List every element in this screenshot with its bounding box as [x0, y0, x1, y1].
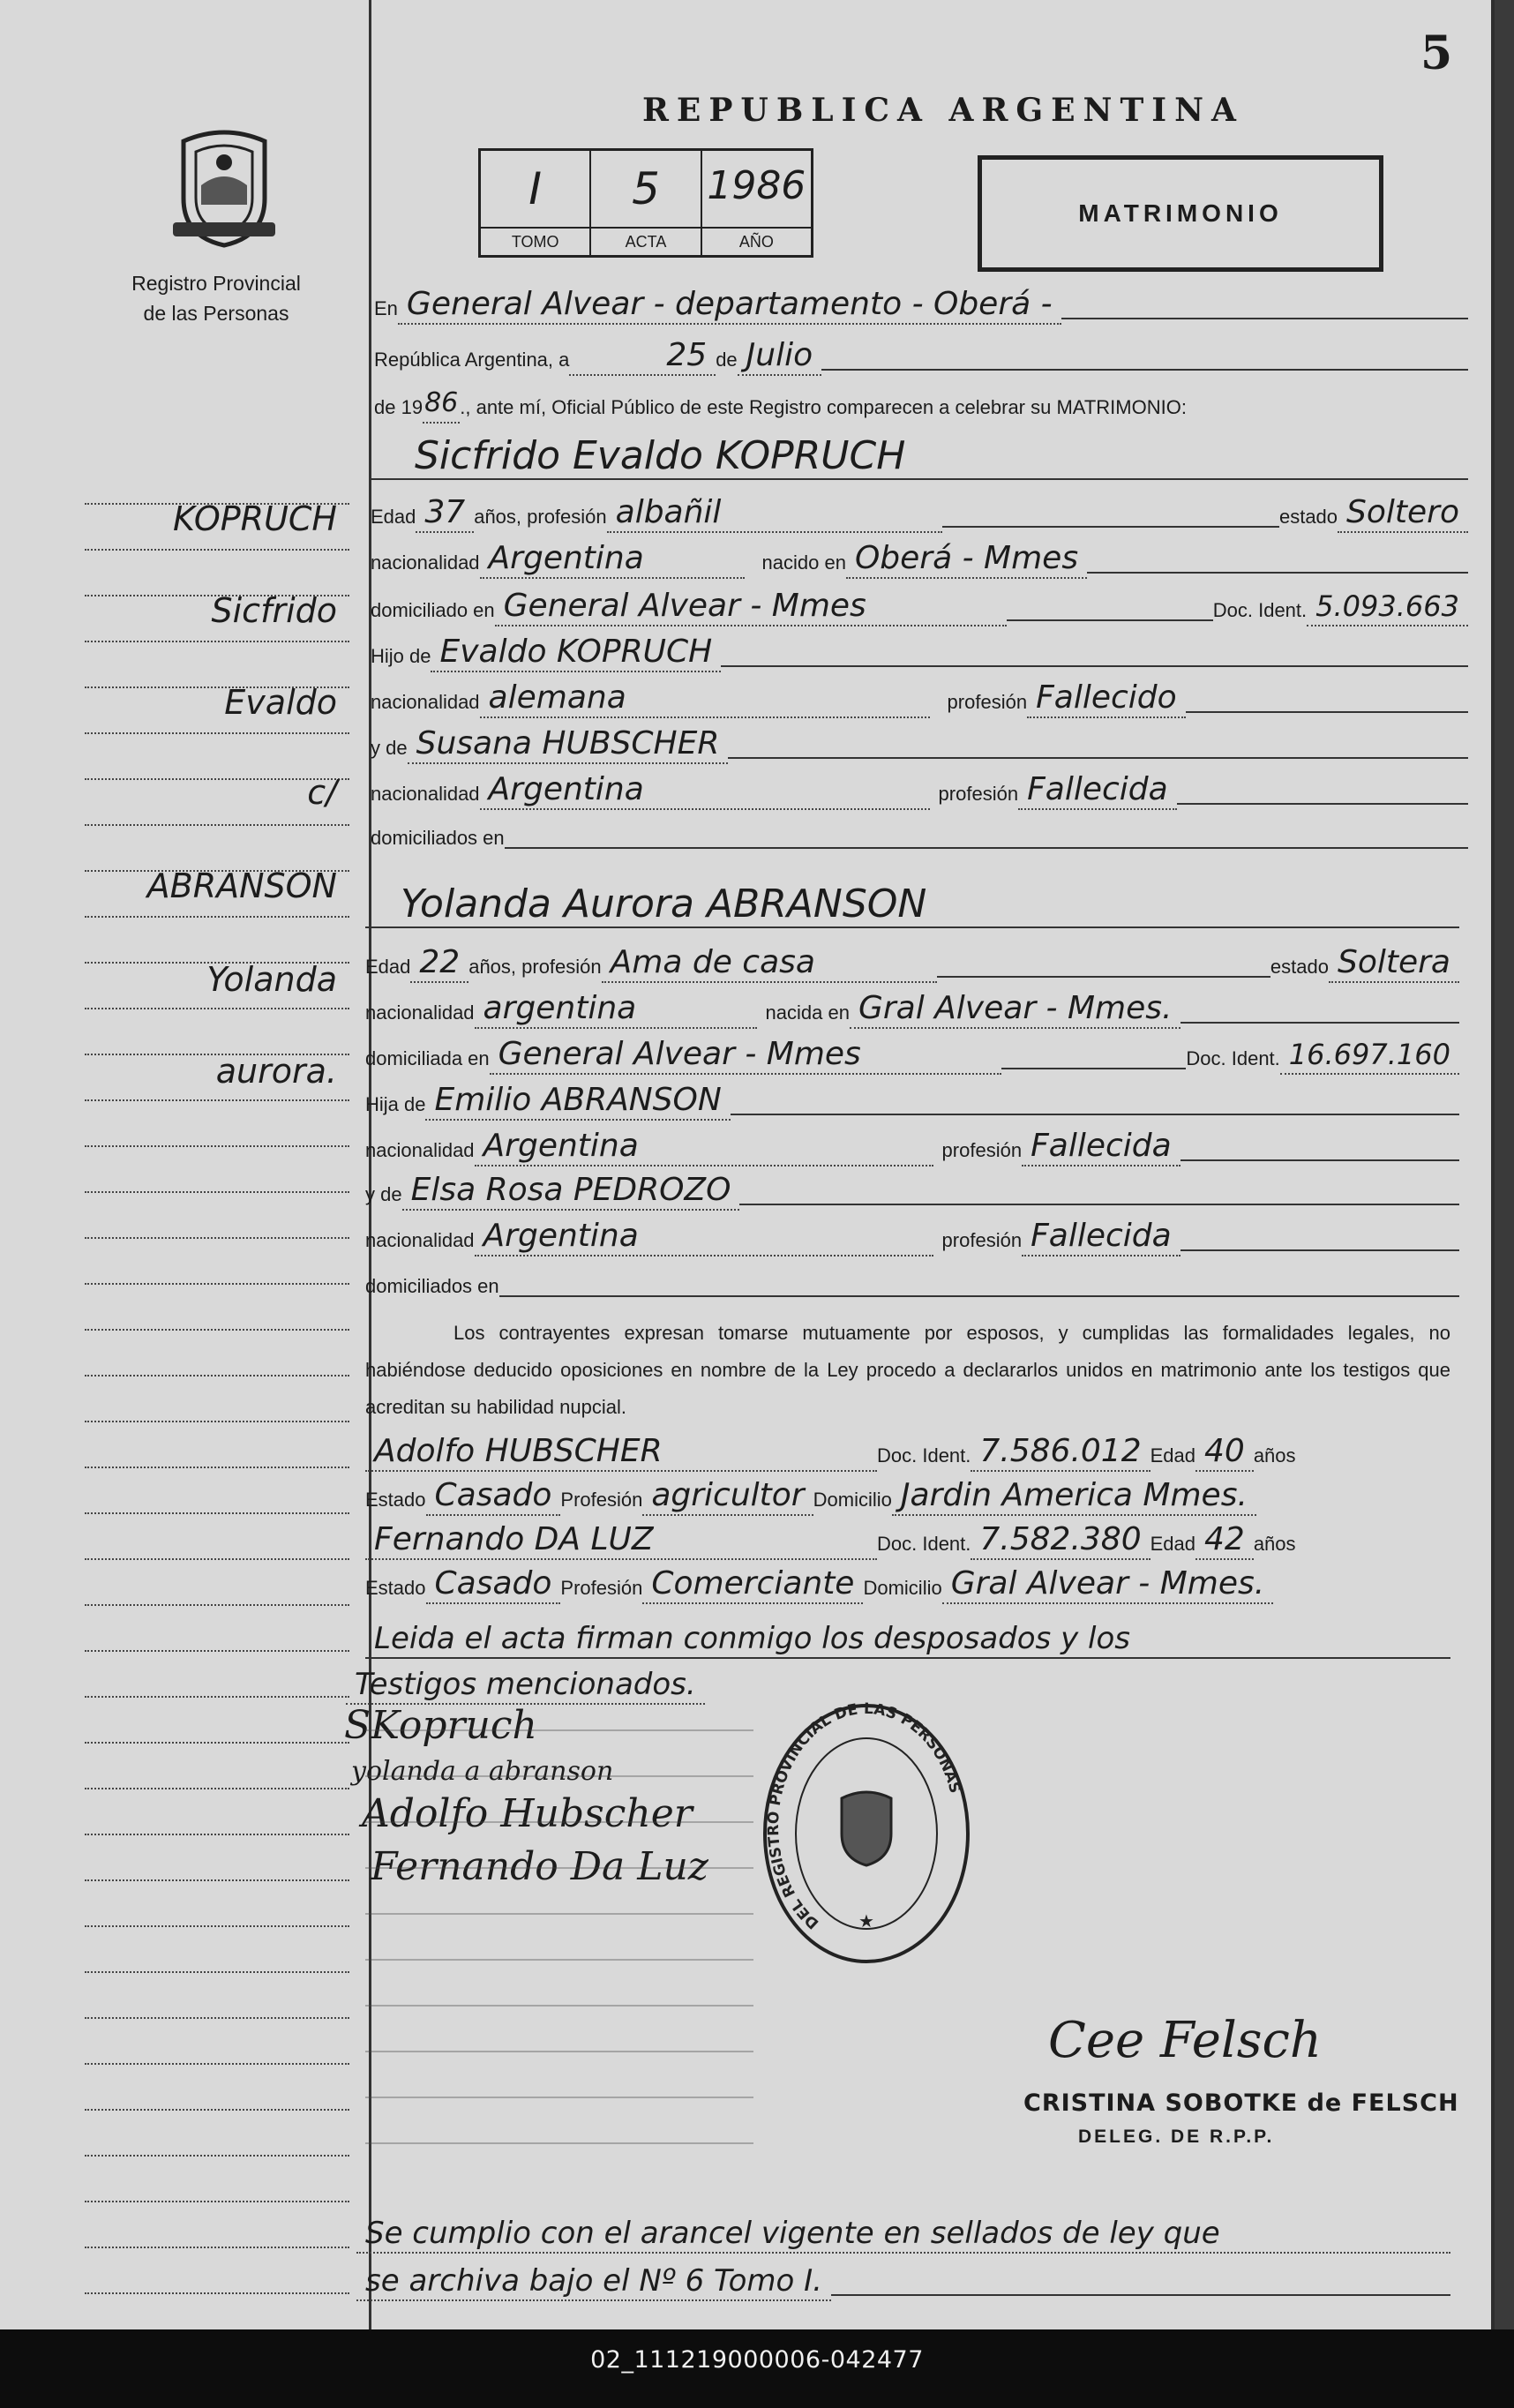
margin-line [85, 1744, 349, 1789]
margin-name-text: c/ [307, 773, 337, 812]
signature-ruled-line [365, 2142, 753, 2144]
domicilio-label: Domicilio [863, 1577, 942, 1599]
bride-mother-line [365, 1170, 1459, 1211]
registry-line-1: Registro Provincial [131, 272, 301, 295]
signature-ruled-line [365, 1959, 753, 1961]
estado-label: Estado [365, 1577, 426, 1599]
margin-name [85, 1046, 349, 1091]
witness-2-address: Gral Alvear - Mmes. [942, 1565, 1274, 1604]
signature-ruled-line [365, 1821, 753, 1823]
margin-line [85, 2019, 349, 2065]
closing-line-2 [346, 1664, 1450, 1705]
bride-address: General Alvear - Mmes [490, 1036, 1001, 1075]
signature-ruled-line [365, 1729, 753, 1731]
witness-2-status: Casado [426, 1565, 561, 1604]
signature-ruled-line [365, 1775, 753, 1777]
nacionalidad-label: nacionalidad [365, 1001, 475, 1024]
y-de-label: y de [365, 1183, 402, 1205]
doc-ident-label: Doc. Ident. [1186, 1047, 1280, 1069]
stamp-ring-text: DEL REGISTRO PROVINCIAL DE LAS PERSONAS [764, 1701, 964, 1932]
margin-name-text: aurora. [215, 1052, 337, 1091]
bride-signature: yolanda a abranson [351, 1756, 614, 1787]
groom-full-name: Sicfrido Evaldo KOPRUCH [415, 433, 906, 478]
margin-name [85, 586, 349, 630]
witness-1-name-line [365, 1431, 1450, 1472]
marriage-day: 25 [569, 337, 716, 376]
margin-name [85, 768, 349, 812]
bride-nationality-line [365, 988, 1459, 1029]
groom-mother-line [371, 724, 1468, 764]
bride-age-line [365, 942, 1459, 983]
edad-label: Edad [365, 956, 411, 978]
witness-1-address: Jardin America Mmes. [892, 1477, 1256, 1516]
nacionalidad-label: nacionalidad [365, 1229, 475, 1251]
nacionalidad-label: nacionalidad [365, 1139, 475, 1161]
doc-ident-label: Doc. Ident. [1212, 599, 1308, 621]
official-signature: Cee Felsch [1048, 2012, 1322, 2069]
footer-note-line-2 [356, 2261, 1450, 2301]
registry-name [106, 268, 326, 328]
margin-line [85, 1835, 349, 1881]
groom-nationality-line [371, 538, 1468, 579]
margin-line [85, 1377, 349, 1422]
groom-full-name-line [371, 425, 1468, 480]
nacionalidad-label: nacionalidad [371, 783, 480, 805]
groom-address: General Alvear - Mmes [495, 588, 1007, 626]
book-reference-box [478, 148, 813, 258]
witness-1-doc: 7.586.012 [971, 1433, 1150, 1472]
bride-full-name: Yolanda Aurora ABRANSON [401, 881, 927, 926]
groom-address-line [371, 586, 1468, 626]
margin-line [85, 1514, 349, 1560]
y-de-label: y de [371, 737, 408, 759]
margin-line [85, 1193, 349, 1239]
margin-name [85, 861, 349, 905]
de-label: de [716, 349, 738, 371]
bride-status: Soltera [1329, 944, 1459, 983]
official-title: DELEG. DE R.P.P. [1078, 2127, 1275, 2147]
groom-doc: 5.093.663 [1307, 588, 1468, 626]
signature-ruled-line [365, 2051, 753, 2052]
tomo-label: TOMO [481, 227, 589, 255]
margin-line [85, 1606, 349, 1652]
witness-2-name: Fernando DA LUZ [365, 1521, 877, 1560]
estado-label: estado [1278, 506, 1338, 528]
year-prefix: de 19 [374, 396, 423, 418]
nacido-en-label: nacido en [761, 551, 846, 574]
republic-label: República Argentina, a [374, 349, 570, 371]
margin-line [85, 1422, 349, 1468]
profesion-label: profesión [938, 783, 1019, 805]
margin-name-text: KOPRUCH [172, 499, 337, 538]
margin-name-text: ABRANSON [146, 866, 337, 905]
groom-father: Evaldo KOPRUCH [431, 634, 721, 672]
closing-text-2: Testigos mencionados. [346, 1666, 705, 1705]
profesion-label: Profesión [560, 1577, 643, 1599]
anios-label: años [1253, 1533, 1296, 1555]
margin-line [85, 1973, 349, 2019]
witness-1-age: 40 [1195, 1433, 1254, 1472]
margin-line [85, 1468, 349, 1514]
groom-mother: Susana HUBSCHER [408, 725, 729, 764]
closing-line-1 [365, 1618, 1450, 1659]
margin-line [85, 2248, 349, 2294]
stamp-bottom-mark: ★ [858, 1912, 874, 1932]
groom-domiciliados-line [371, 814, 1468, 854]
bride-nationality: argentina [475, 990, 757, 1029]
intro-year-line [374, 383, 1468, 424]
witness-2-profession: Comerciante [642, 1565, 863, 1604]
bride-full-name-line [365, 874, 1459, 928]
anios-label: años [1253, 1444, 1296, 1467]
witness-2-signature: Fernando Da Luz [371, 1844, 708, 1889]
anios-profesion-label: años, profesión [474, 506, 607, 528]
country-heading: REPUBLICA ARGENTINA [642, 92, 1244, 129]
margin-line [85, 1101, 349, 1147]
bride-mother-info-line [365, 1216, 1459, 1257]
margin-line [85, 1698, 349, 1744]
declaration-intro: ., ante mí, Oficial Público de este Registro comparecen a celebrar su MATRIMONIO: [460, 396, 1187, 418]
marriage-place: General Alvear - departamento - Oberá - [398, 286, 1061, 325]
groom-mother-profession: Fallecida [1018, 771, 1177, 810]
witness-1-status: Casado [426, 1477, 561, 1516]
profesion-label: profesión [941, 1229, 1023, 1251]
bride-profession: Ama de casa [602, 944, 937, 983]
groom-status: Soltero [1338, 494, 1468, 533]
groom-nationality: Argentina [480, 540, 745, 579]
groom-mother-nationality: Argentina [480, 771, 930, 810]
margin-line [85, 1881, 349, 1927]
signature-ruled-line [365, 1867, 753, 1869]
groom-father-profession: Fallecido [1027, 679, 1186, 718]
hijo-de-label: Hijo de [371, 645, 431, 667]
bride-father-nationality: Argentina [475, 1128, 933, 1166]
estado-label: Estado [365, 1489, 426, 1511]
bride-doc: 16.697.160 [1280, 1036, 1459, 1075]
footer-note-2: se archiva bajo el Nº 6 Tomo I. [356, 2262, 831, 2301]
witness-2-age: 42 [1195, 1521, 1254, 1560]
groom-age: 37 [416, 494, 474, 533]
margin-name [85, 955, 349, 999]
signature-ruled-line [365, 1913, 753, 1915]
margin-name-text: Yolanda [206, 960, 337, 999]
edad-label: Edad [371, 506, 416, 528]
bride-mother-nationality: Argentina [475, 1218, 933, 1257]
tomo-value: I [528, 163, 543, 214]
witness-2-name-line [365, 1519, 1450, 1560]
registry-stamp-icon [761, 1701, 972, 1966]
domiciliado-en-label: domiciliado en [371, 599, 495, 621]
nacida-en-label: nacida en [765, 1001, 850, 1024]
declaration-paragraph: Los contrayentes expresan tomarse mutuamente por esposos, y cumplidas las formalidades legales, no habiéndose deducido oposiciones en nombre de la Ley procedo a declararlos unidos en matrimonio ante los testigos que acreditan su habilidad nupcial. [365, 1322, 1450, 1418]
groom-father-line [371, 632, 1468, 672]
margin-line [85, 1560, 349, 1606]
witness-1-name: Adolfo HUBSCHER [365, 1433, 877, 1472]
acta-cell [591, 151, 701, 255]
acta-label: ACTA [591, 227, 700, 255]
margin-name-text: Sicfrido [211, 591, 337, 630]
page-number: 5 [1420, 26, 1453, 80]
margin-name [85, 494, 349, 538]
witness-2-info-line [365, 1564, 1450, 1604]
domiciliados-en-label: domiciliados en [365, 1275, 499, 1297]
anio-cell [702, 151, 811, 255]
margin-line [85, 2111, 349, 2157]
witness-1-info-line [365, 1475, 1450, 1516]
margin-line [85, 1147, 349, 1193]
bride-birthplace: Gral Alvear - Mmes. [850, 990, 1181, 1029]
nacionalidad-label: nacionalidad [371, 691, 480, 713]
official-name: CRISTINA SOBOTKE de FELSCH [1023, 2089, 1459, 2117]
footer-note-line-1 [356, 2213, 1450, 2254]
archive-caption: 02_111219000006-042477 [0, 2329, 1514, 2408]
margin-line [85, 1285, 349, 1331]
nacionalidad-label: nacionalidad [371, 551, 480, 574]
bride-father-info-line [365, 1126, 1459, 1166]
profesion-label: profesión [947, 691, 1028, 713]
signature-ruled-line [365, 2097, 753, 2098]
profesion-label: profesión [941, 1139, 1023, 1161]
intro-date-line [374, 335, 1468, 376]
bride-age: 22 [410, 944, 468, 983]
margin-line [85, 1331, 349, 1377]
intro-place-line [374, 284, 1468, 325]
doc-ident-label: Doc. Ident. [877, 1533, 971, 1555]
domiciliados-en-label: domiciliados en [371, 827, 505, 849]
signature-ruled-line [365, 2005, 753, 2007]
bride-mother-profession: Fallecida [1022, 1218, 1180, 1257]
marriage-month: Julio [738, 337, 821, 376]
witness-1-profession: agricultor [642, 1477, 813, 1516]
groom-signature: SKopruch [344, 1703, 537, 1748]
tomo-cell [481, 151, 591, 255]
margin-line [85, 2202, 349, 2248]
bride-father-profession: Fallecida [1022, 1128, 1180, 1166]
acta-value: 5 [632, 163, 660, 214]
groom-profession: albañil [607, 494, 942, 533]
margin-line [85, 1652, 349, 1698]
footer-note-1: Se cumplio con el arancel vigente en sellados de ley que [356, 2215, 1450, 2254]
profesion-label: Profesión [560, 1489, 643, 1511]
provincial-coat-of-arms-icon [166, 124, 282, 249]
anio-label: AÑO [702, 227, 811, 255]
groom-father-info-line [371, 678, 1468, 718]
margin-name-text: Evaldo [224, 683, 337, 722]
domiciliada-en-label: domiciliada en [365, 1047, 490, 1069]
registry-line-2: de las Personas [143, 302, 289, 325]
bride-father: Emilio ABRANSON [425, 1082, 730, 1121]
estado-label: estado [1270, 956, 1329, 978]
bride-mother: Elsa Rosa PEDROZO [402, 1172, 740, 1211]
margin-line [85, 1927, 349, 1973]
margin-line [85, 2157, 349, 2202]
domicilio-label: Domicilio [813, 1489, 892, 1511]
en-label: En [374, 297, 398, 319]
groom-father-nationality: alemana [480, 679, 930, 718]
edad-label: Edad [1150, 1444, 1195, 1467]
margin-line [85, 1789, 349, 1835]
act-type-box: MATRIMONIO [978, 155, 1383, 272]
margin-line [85, 1239, 349, 1285]
groom-age-line [371, 492, 1468, 533]
bride-domiciliados-line [365, 1262, 1459, 1302]
margin-line [85, 2065, 349, 2111]
groom-birthplace: Oberá - Mmes [846, 540, 1087, 579]
edad-label: Edad [1150, 1533, 1195, 1555]
anios-profesion-label: años, profesión [468, 956, 602, 978]
witness-1-signature: Adolfo Hubscher [362, 1791, 693, 1836]
anio-value: 1986 [707, 163, 806, 208]
hija-de-label: Hija de [365, 1093, 426, 1115]
closing-text-1: Leida el acta firman conmigo los desposados y los [365, 1620, 1450, 1659]
year-suffix: 86 [423, 385, 460, 424]
witness-2-doc: 7.582.380 [971, 1521, 1150, 1560]
margin-name [85, 678, 349, 722]
bride-address-line [365, 1034, 1459, 1075]
bride-father-line [365, 1080, 1459, 1121]
groom-mother-info-line [371, 769, 1468, 810]
doc-ident-label: Doc. Ident. [877, 1444, 971, 1467]
